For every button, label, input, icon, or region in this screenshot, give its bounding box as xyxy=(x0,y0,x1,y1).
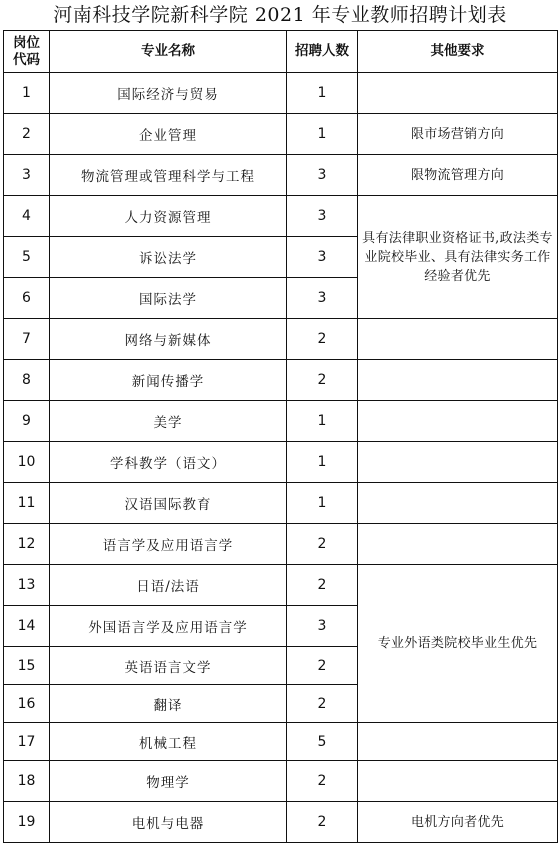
row-code: 16 xyxy=(4,685,50,723)
header-requirements: 其他要求 xyxy=(358,31,558,73)
row-code: 2 xyxy=(4,114,50,155)
row-major: 学科教学（语文） xyxy=(50,442,287,483)
row-requirements: 限物流管理方向 xyxy=(358,155,558,196)
row-requirements: 限市场营销方向 xyxy=(358,114,558,155)
row-major: 新闻传播学 xyxy=(50,360,287,401)
table-row xyxy=(4,360,558,401)
table-row xyxy=(4,524,558,565)
table-row xyxy=(4,442,558,483)
row-code: 19 xyxy=(4,802,50,843)
row-code: 15 xyxy=(4,647,50,685)
table-row xyxy=(4,565,558,606)
row-count: 3 xyxy=(287,237,358,278)
row-requirements-empty xyxy=(358,401,558,442)
row-count: 2 xyxy=(287,524,358,565)
row-requirements-empty xyxy=(358,442,558,483)
row-major: 电机与电器 xyxy=(50,802,287,843)
row-requirements-merged: 具有法律职业资格证书,政法类专业院校毕业、具有法律实务工作经验者优先 xyxy=(358,196,558,319)
table-header-row xyxy=(4,31,558,73)
header-major: 专业名称 xyxy=(50,31,287,73)
row-count: 2 xyxy=(287,360,358,401)
row-code: 4 xyxy=(4,196,50,237)
row-major: 物流管理或管理科学与工程 xyxy=(50,155,287,196)
table-row xyxy=(4,401,558,442)
row-count: 2 xyxy=(287,802,358,843)
row-requirements-empty xyxy=(358,723,558,761)
row-major: 翻译 xyxy=(50,685,287,723)
row-count: 1 xyxy=(287,401,358,442)
row-code: 13 xyxy=(4,565,50,606)
row-major: 外国语言学及应用语言学 xyxy=(50,606,287,647)
row-count: 3 xyxy=(287,278,358,319)
row-count: 2 xyxy=(287,565,358,606)
row-requirements: 电机方向者优先 xyxy=(358,802,558,843)
row-count: 3 xyxy=(287,196,358,237)
row-code: 7 xyxy=(4,319,50,360)
row-code: 5 xyxy=(4,237,50,278)
table-row xyxy=(4,73,558,114)
row-requirements-empty xyxy=(358,360,558,401)
row-count: 2 xyxy=(287,647,358,685)
row-code: 18 xyxy=(4,761,50,802)
table-row xyxy=(4,802,558,843)
row-major: 英语语言文学 xyxy=(50,647,287,685)
row-requirements-empty xyxy=(358,73,558,114)
row-major: 人力资源管理 xyxy=(50,196,287,237)
table-row xyxy=(4,723,558,761)
row-major: 美学 xyxy=(50,401,287,442)
table-row xyxy=(4,761,558,802)
row-major: 汉语国际教育 xyxy=(50,483,287,524)
table-row xyxy=(4,196,558,237)
row-count: 5 xyxy=(287,723,358,761)
row-major: 国际经济与贸易 xyxy=(50,73,287,114)
row-code: 6 xyxy=(4,278,50,319)
row-code: 3 xyxy=(4,155,50,196)
row-requirements-empty xyxy=(358,319,558,360)
row-code: 12 xyxy=(4,524,50,565)
row-major: 网络与新媒体 xyxy=(50,319,287,360)
header-code: 岗位代码 xyxy=(4,31,50,73)
table-row xyxy=(4,114,558,155)
row-major: 物理学 xyxy=(50,761,287,802)
row-major: 企业管理 xyxy=(50,114,287,155)
row-requirements-empty xyxy=(358,761,558,802)
row-major: 语言学及应用语言学 xyxy=(50,524,287,565)
row-code: 10 xyxy=(4,442,50,483)
row-code: 11 xyxy=(4,483,50,524)
row-count: 2 xyxy=(287,685,358,723)
row-count: 3 xyxy=(287,155,358,196)
row-requirements-merged: 专业外语类院校毕业生优先 xyxy=(358,565,558,723)
row-count: 1 xyxy=(287,73,358,114)
row-count: 1 xyxy=(287,483,358,524)
table-row xyxy=(4,155,558,196)
row-count: 2 xyxy=(287,761,358,802)
row-requirements-empty xyxy=(358,524,558,565)
row-count: 1 xyxy=(287,442,358,483)
recruitment-plan-table xyxy=(3,30,558,843)
header-count: 招聘人数 xyxy=(287,31,358,73)
row-count: 1 xyxy=(287,114,358,155)
row-count: 3 xyxy=(287,606,358,647)
row-code: 17 xyxy=(4,723,50,761)
row-code: 14 xyxy=(4,606,50,647)
row-major: 日语/法语 xyxy=(50,565,287,606)
table-row xyxy=(4,319,558,360)
row-major: 诉讼法学 xyxy=(50,237,287,278)
row-code: 1 xyxy=(4,73,50,114)
row-count: 2 xyxy=(287,319,358,360)
row-major: 机械工程 xyxy=(50,723,287,761)
page-title: 河南科技学院新科学院 2021 年专业教师招聘计划表 xyxy=(53,4,507,26)
row-requirements-empty xyxy=(358,483,558,524)
row-code: 9 xyxy=(4,401,50,442)
row-major: 国际法学 xyxy=(50,278,287,319)
row-code: 8 xyxy=(4,360,50,401)
table-row xyxy=(4,483,558,524)
